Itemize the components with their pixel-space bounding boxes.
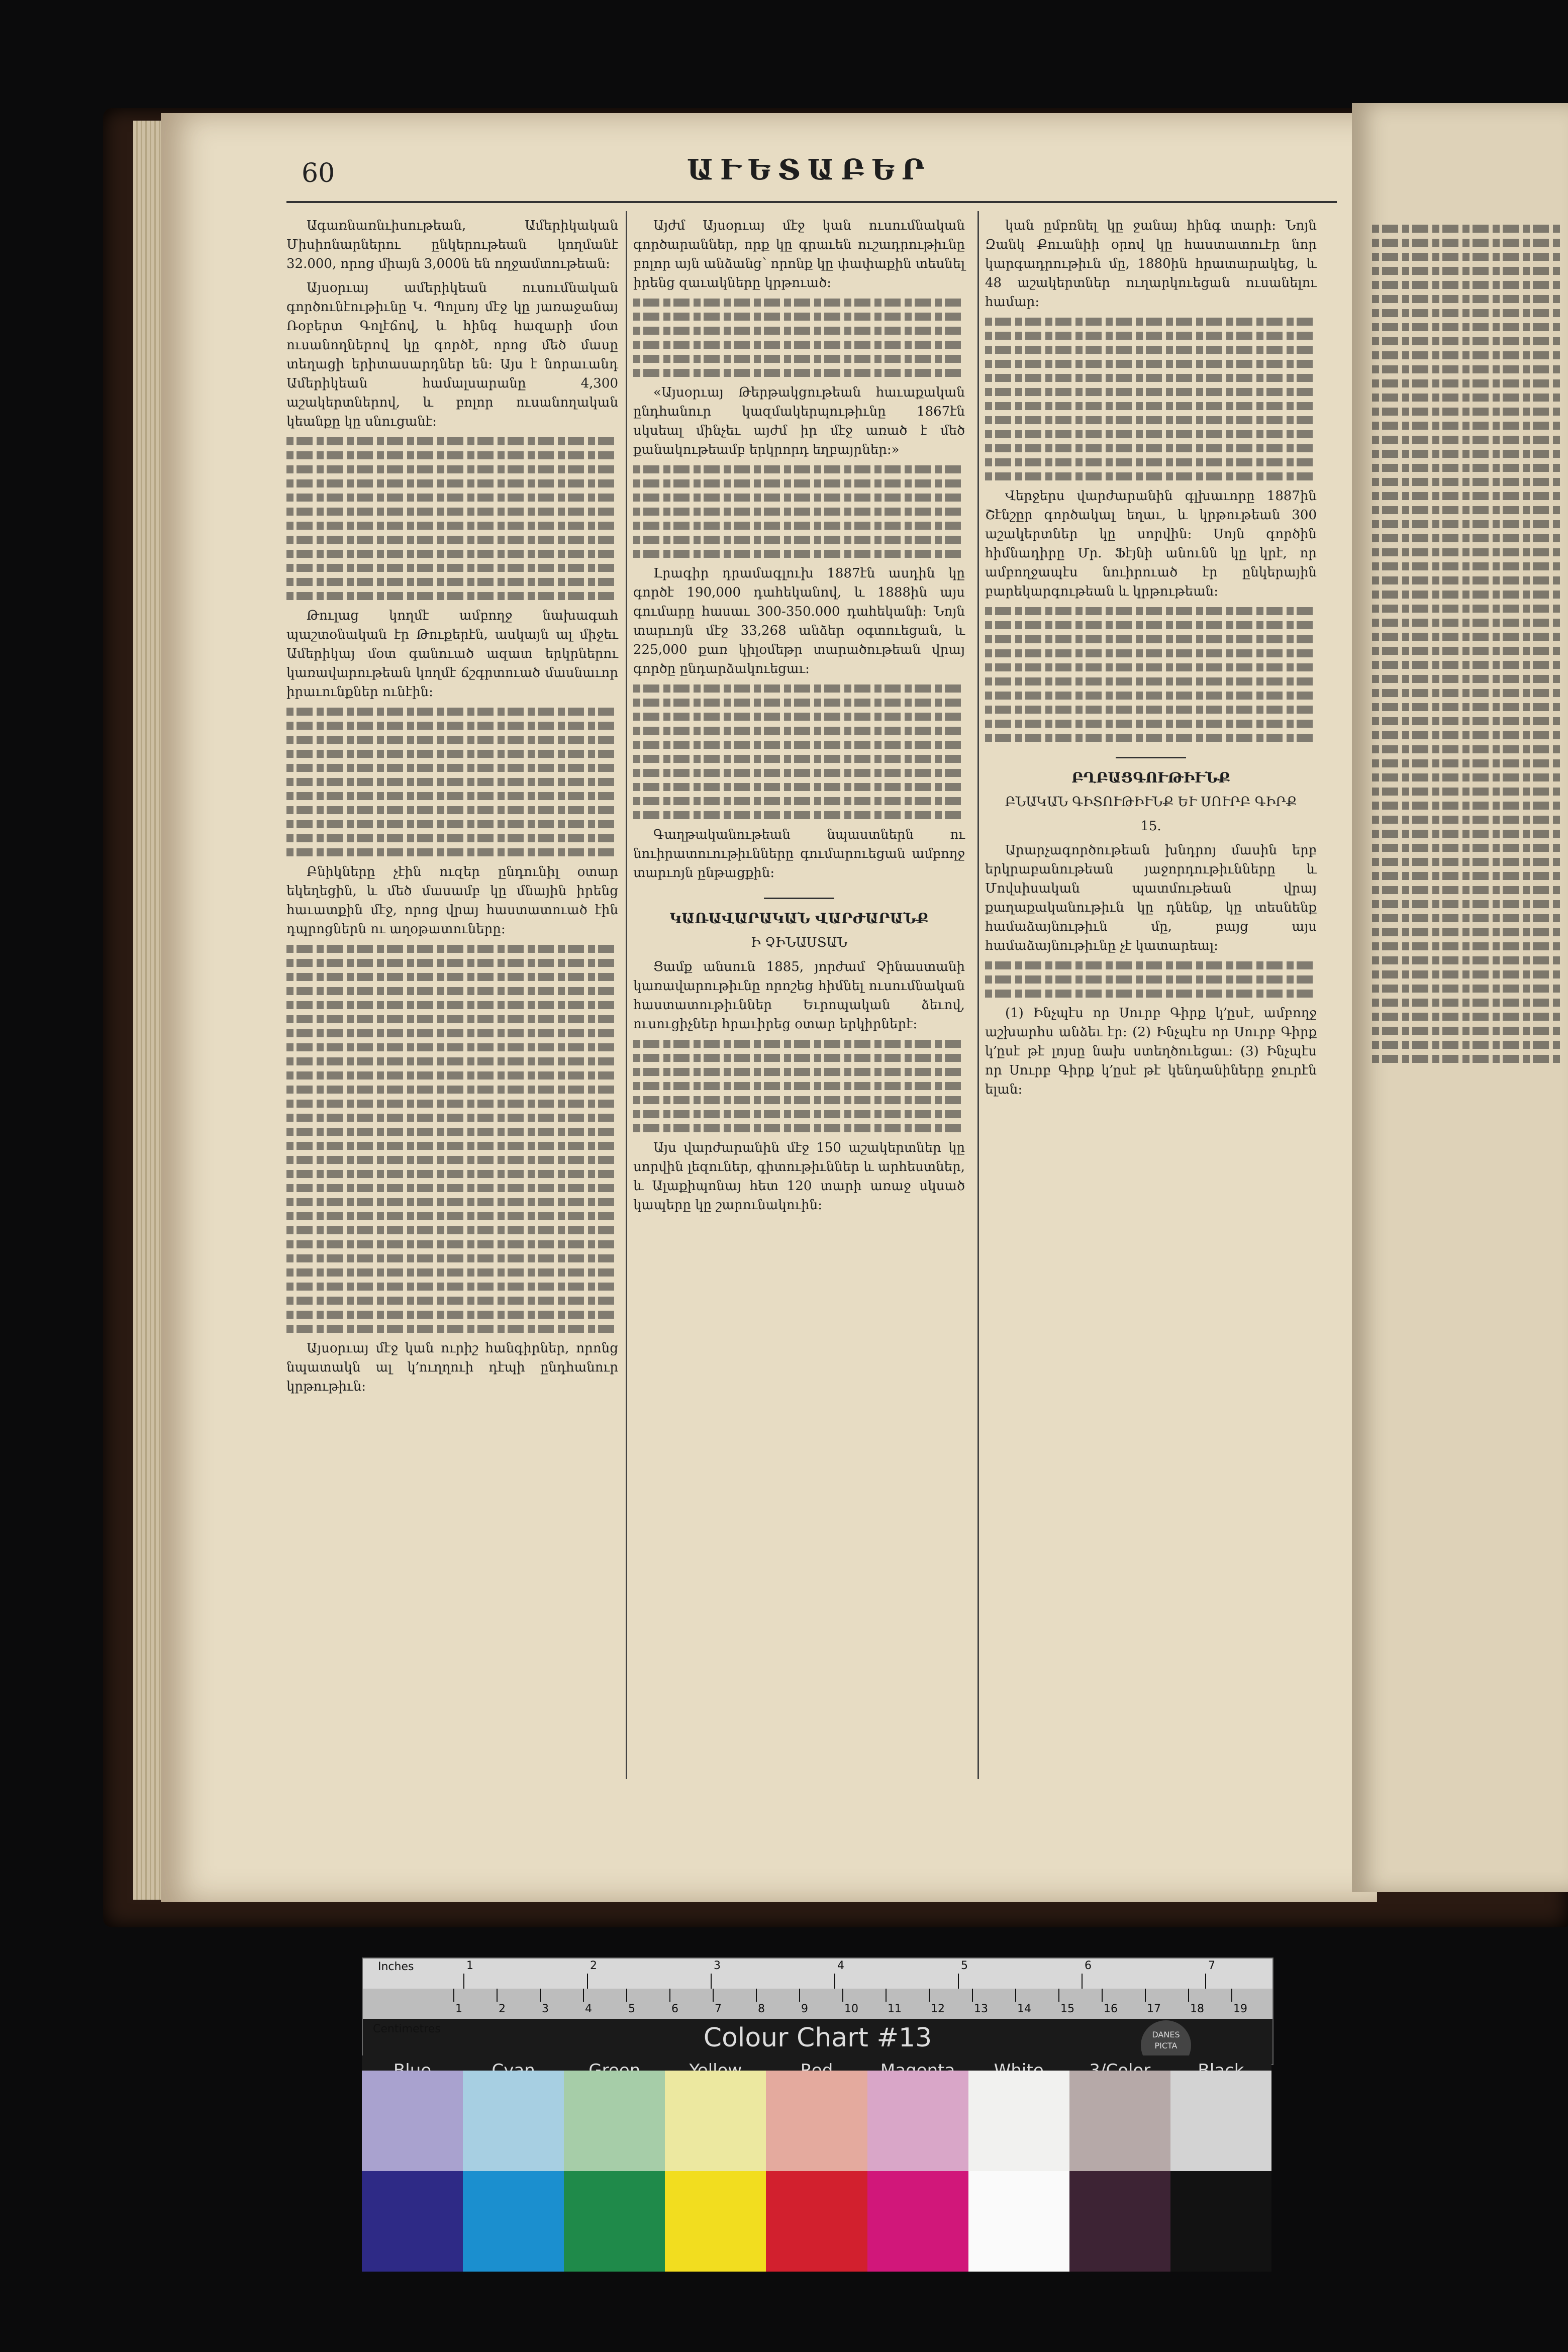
paragraph: Գաղթականութեան նպաստներն ու նուիրատուութիւնները գումարուեցան ամբողջ տարւոյն ընթացքին։ xyxy=(633,827,965,880)
header-rule xyxy=(286,201,1337,203)
cm-number: 11 xyxy=(888,2003,902,2015)
paragraph: «Այսօրւայ Թերթակցութեան հաւաքական ընդհանուր կազմակերպութիւնը 1867էն սկսեալ մինչեւ այժմ իր մէջ առած է մեծ քանակութեամբ երկրորդ եղբայրներ։» xyxy=(633,385,965,457)
cm-number: 14 xyxy=(1017,2003,1031,2015)
inch-tick xyxy=(711,1974,712,1989)
cm-tick xyxy=(756,1989,757,2002)
paragraph: Ցամք անսուն 1885, յորժամ Չինաստանի կառավարութիւնը որոշեց հիմնել ուսումնական հաստատութիւններ Եւրոպական ձեւով, ուսուցիչներ հրաւիրեց օտար երկիրներէ։ xyxy=(633,959,965,1032)
colour-chart-ruler xyxy=(362,1957,1273,2065)
page-header xyxy=(281,151,1337,196)
inch-number: 1 xyxy=(466,1959,473,1972)
inch-tick xyxy=(587,1974,588,1989)
cm-number: 7 xyxy=(715,2003,722,2015)
cm-number: 1 xyxy=(455,2003,462,2015)
inch-number: 7 xyxy=(1208,1959,1215,1972)
cm-number: 17 xyxy=(1147,2003,1161,2015)
cm-tick xyxy=(1231,1989,1232,2002)
paragraph: Այսօրւայ ամերիկեան ուսումնական գործունէութիւնը Կ. Պոլսոյ մէջ կը յառաջանայ Ռօբերտ Գոլէճով, և հինգ հազարի մօտ ուսանողներով կը գործէ, որոց մեծ մասը տեղացի երիտասարդներ են։ Այս է նորաւանդ Ամերիկեան համալսարանը 4,300 աշակերտներով, և բոլոր ուսանողական կեանքը կը սնուցանէ։ xyxy=(286,280,618,429)
swatch-dark xyxy=(1170,2171,1271,2272)
section-subtitle: ԲՆԱԿԱՆ ԳԻՏՈՒԹԻՒՆՔ ԵՒ ՍՈՒՐԲ ԳԻՐՔ xyxy=(1005,795,1297,810)
cm-number: 10 xyxy=(844,2003,858,2015)
swatch-dark xyxy=(867,2171,968,2272)
inch-number: 5 xyxy=(961,1959,968,1972)
text-column-2 xyxy=(633,216,965,1220)
colour-chart-title: Colour Chart #13 xyxy=(703,2023,932,2053)
page-number: 60 xyxy=(302,158,335,188)
cm-tick xyxy=(1102,1989,1103,2002)
cm-number: 13 xyxy=(974,2003,988,2015)
cm-tick xyxy=(583,1989,584,2002)
swatch-dark xyxy=(968,2171,1069,2272)
paragraph: Թուլաց կողմէ ամբողջ նախագահ պաշտօնական էր Թուքերէն, ասկայն ալ միջեւ Ամերիկայ մօտ գանուած ազատ երկրներու կառավարութեան կողմէ ճշգրտուած մասնաւոր իրաւունքներ ունէին։ xyxy=(286,608,618,700)
inch-number: 3 xyxy=(714,1959,721,1972)
section-subtitle: Ի ՉԻՆԱՍՏԱՆ xyxy=(750,935,848,950)
cm-number: 12 xyxy=(931,2003,945,2015)
cm-tick xyxy=(842,1989,843,2002)
cm-number: 2 xyxy=(499,2003,506,2015)
cm-tick xyxy=(453,1989,454,2002)
swatch-light xyxy=(766,2071,867,2171)
cm-tick xyxy=(799,1989,800,2002)
paragraph: կան ըմբռնել կը ջանայ հինգ տարի։ Նոյն Զանկ Քուանիի օրով կը հաստատուէր նոր կարգադրութիւն մը, 1880ին հրատարակեց, և 48 աշակերտներ ուղարկուեցան ուսանելու համար։ xyxy=(985,218,1317,310)
swatch-light xyxy=(362,2071,463,2171)
inch-scale xyxy=(363,1958,1272,1989)
paragraph: Ագառնառնւիսութեան, Ամերիկական Միսիոնարներու ընկերութեան կողմանէ 32.000, որոց միայն 3,000ն են ողջամտութեան։ xyxy=(286,218,618,271)
paragraph: Այժմ Այսօրւայ մէջ կան ուսումնական գործարաններ, որք կը գրաւեն ուշադրութիւնը բոլոր այն անձանց՝ որոնք կը փափաքին տեսնել իրենց զաւակները կրթուած։ xyxy=(633,218,965,290)
inch-number: 2 xyxy=(590,1959,597,1972)
inch-number: 6 xyxy=(1085,1959,1092,1972)
swatch-dark xyxy=(1069,2171,1170,2272)
inch-number: 4 xyxy=(837,1959,844,1972)
cm-tick xyxy=(1145,1989,1146,2002)
column-divider xyxy=(626,211,627,1779)
paragraph: Վերջերս վարժարանին գլխաւորը 1887ին Շէնշըր գործակալ եղաւ, և կրթութեան 300 աշակերտներ կը սորվին։ Սոյն գործին հիմնադիրը Մր. Ֆէյնի անունն կը կրէ, որ ամբողջապէս նուիրուած էր ընկերային բարեկարգութեան և կրթութեան։ xyxy=(985,488,1317,599)
cm-tick xyxy=(497,1989,498,2002)
cm-tick xyxy=(626,1989,627,2002)
cm-tick xyxy=(1188,1989,1189,2002)
cm-tick xyxy=(713,1989,714,2002)
section-number: 15. xyxy=(1140,819,1161,834)
section-title: ԲՂԲԱՑԳՈՒԹԻՒՆՔ xyxy=(1071,769,1230,786)
paragraph: Այս վարժարանին մէջ 150 աշակերտներ կը սորվին լեզուներ, գիտութիւններ և արհեստներ, և Ալաքիպոնայ հետ 120 տարի առաջ սկսած կապերը կը շարունակուին։ xyxy=(633,1140,965,1213)
inch-tick xyxy=(463,1974,464,1989)
cm-tick xyxy=(540,1989,541,2002)
cm-number: 3 xyxy=(542,2003,549,2015)
section-title: ԿԱՌԱՎԱՐԱԿԱՆ ՎԱՐԺԱՐԱՆՔ xyxy=(669,910,929,927)
cm-label: Centimetres xyxy=(373,2023,441,2035)
cm-number: 19 xyxy=(1233,2003,1247,2015)
page-title: ԱՒԵՏԱԲԵՐ xyxy=(687,153,932,186)
swatch-light xyxy=(665,2071,766,2171)
section-rule xyxy=(764,898,834,899)
paragraph: Լրագիր դրամագլուխ 1887էն ասդին կը գործէ 190,000 դահեկանով, և 1888ին այս գումարը հասաւ 300-350.000 դահեկանի։ Նոյն տարւոյն մէջ 33,268 անձեր օգտուեցան, և 225,000 քառ կիլօմեթր տարածութեան վրայ գործը ընդարձակուեցաւ։ xyxy=(633,566,965,676)
next-page-partial xyxy=(1352,103,1568,1892)
paragraph: Այսօրւայ մէջ կան ուրիշ հանգիրներ, որոնց նպատակն ալ կ՚ուղղուի դէպի ընդհանուր կրթութիւն։ xyxy=(286,1341,618,1394)
swatch-dark xyxy=(665,2171,766,2272)
text-column-3 xyxy=(985,216,1317,1104)
swatch-light xyxy=(1069,2071,1170,2171)
swatch-light xyxy=(968,2071,1069,2171)
chart-logo: DANES PICTA xyxy=(1141,2020,1191,2071)
swatch-light xyxy=(463,2071,564,2171)
cm-tick xyxy=(669,1989,670,2002)
swatch-dark xyxy=(463,2171,564,2272)
swatch-dark xyxy=(362,2171,463,2272)
inch-tick xyxy=(958,1974,959,1989)
colour-swatches xyxy=(362,2071,1271,2272)
next-page-text xyxy=(1372,219,1563,1069)
paragraph: Արարչագործութեան խնդրոյ մասին երբ երկրաբանութեան յաջորդութիւնները և Մովսիսական պատմութեան վրայ քաղաքականութիւն կը դնենք, կը տեսնենք համաձայնութիւն մը, բայց այս համաձայնութիւնը չէ կատարեալ։ xyxy=(985,843,1317,953)
swatch-dark xyxy=(766,2171,867,2272)
text-column-1 xyxy=(286,216,618,1401)
cm-number: 9 xyxy=(801,2003,808,2015)
cm-number: 4 xyxy=(585,2003,592,2015)
cm-number: 8 xyxy=(758,2003,765,2015)
swatch-light xyxy=(867,2071,968,2171)
inch-tick xyxy=(1082,1974,1083,1989)
cm-number: 15 xyxy=(1060,2003,1074,2015)
paragraph: Բնիկները չէին ուզեր ընդունիլ օտար եկեղեցին, և մեծ մասամբ կը մնային իրենց հաւատքին մէջ, որոց վրայ հաստատուած էին դպրոցներն ու աղօթատուները։ xyxy=(286,864,618,937)
swatch-dark xyxy=(564,2171,665,2272)
section-rule xyxy=(1116,757,1186,758)
paragraph: (1) Ինչպէս որ Սուրբ Գիրք կ՚ըսէ, ամբողջ աշխարհս անձեւ էր։ (2) Ինչպէս որ Սուրբ Գիրք կ՚ըսէ թէ լոյսը նախ ստեղծուեցաւ։ (3) Ինչպէս որ Սուրբ Գիրք կ՚ըսէ թէ կենդանիները ջուրէն ելան։ xyxy=(985,1006,1317,1097)
cm-number: 5 xyxy=(628,2003,635,2015)
cm-number: 18 xyxy=(1190,2003,1204,2015)
swatch-light xyxy=(564,2071,665,2171)
swatch-light xyxy=(1170,2071,1271,2171)
cm-tick xyxy=(1058,1989,1059,2002)
cm-tick xyxy=(886,1989,887,2002)
inch-tick xyxy=(1205,1974,1206,1989)
cm-number: 6 xyxy=(671,2003,678,2015)
cm-tick xyxy=(1015,1989,1016,2002)
cm-scale xyxy=(363,1989,1272,2035)
column-divider xyxy=(977,211,979,1779)
cm-tick xyxy=(972,1989,973,2002)
inch-tick xyxy=(834,1974,835,1989)
inches-label: Inches xyxy=(378,1961,414,1973)
cm-tick xyxy=(929,1989,930,2002)
cm-number: 16 xyxy=(1104,2003,1118,2015)
